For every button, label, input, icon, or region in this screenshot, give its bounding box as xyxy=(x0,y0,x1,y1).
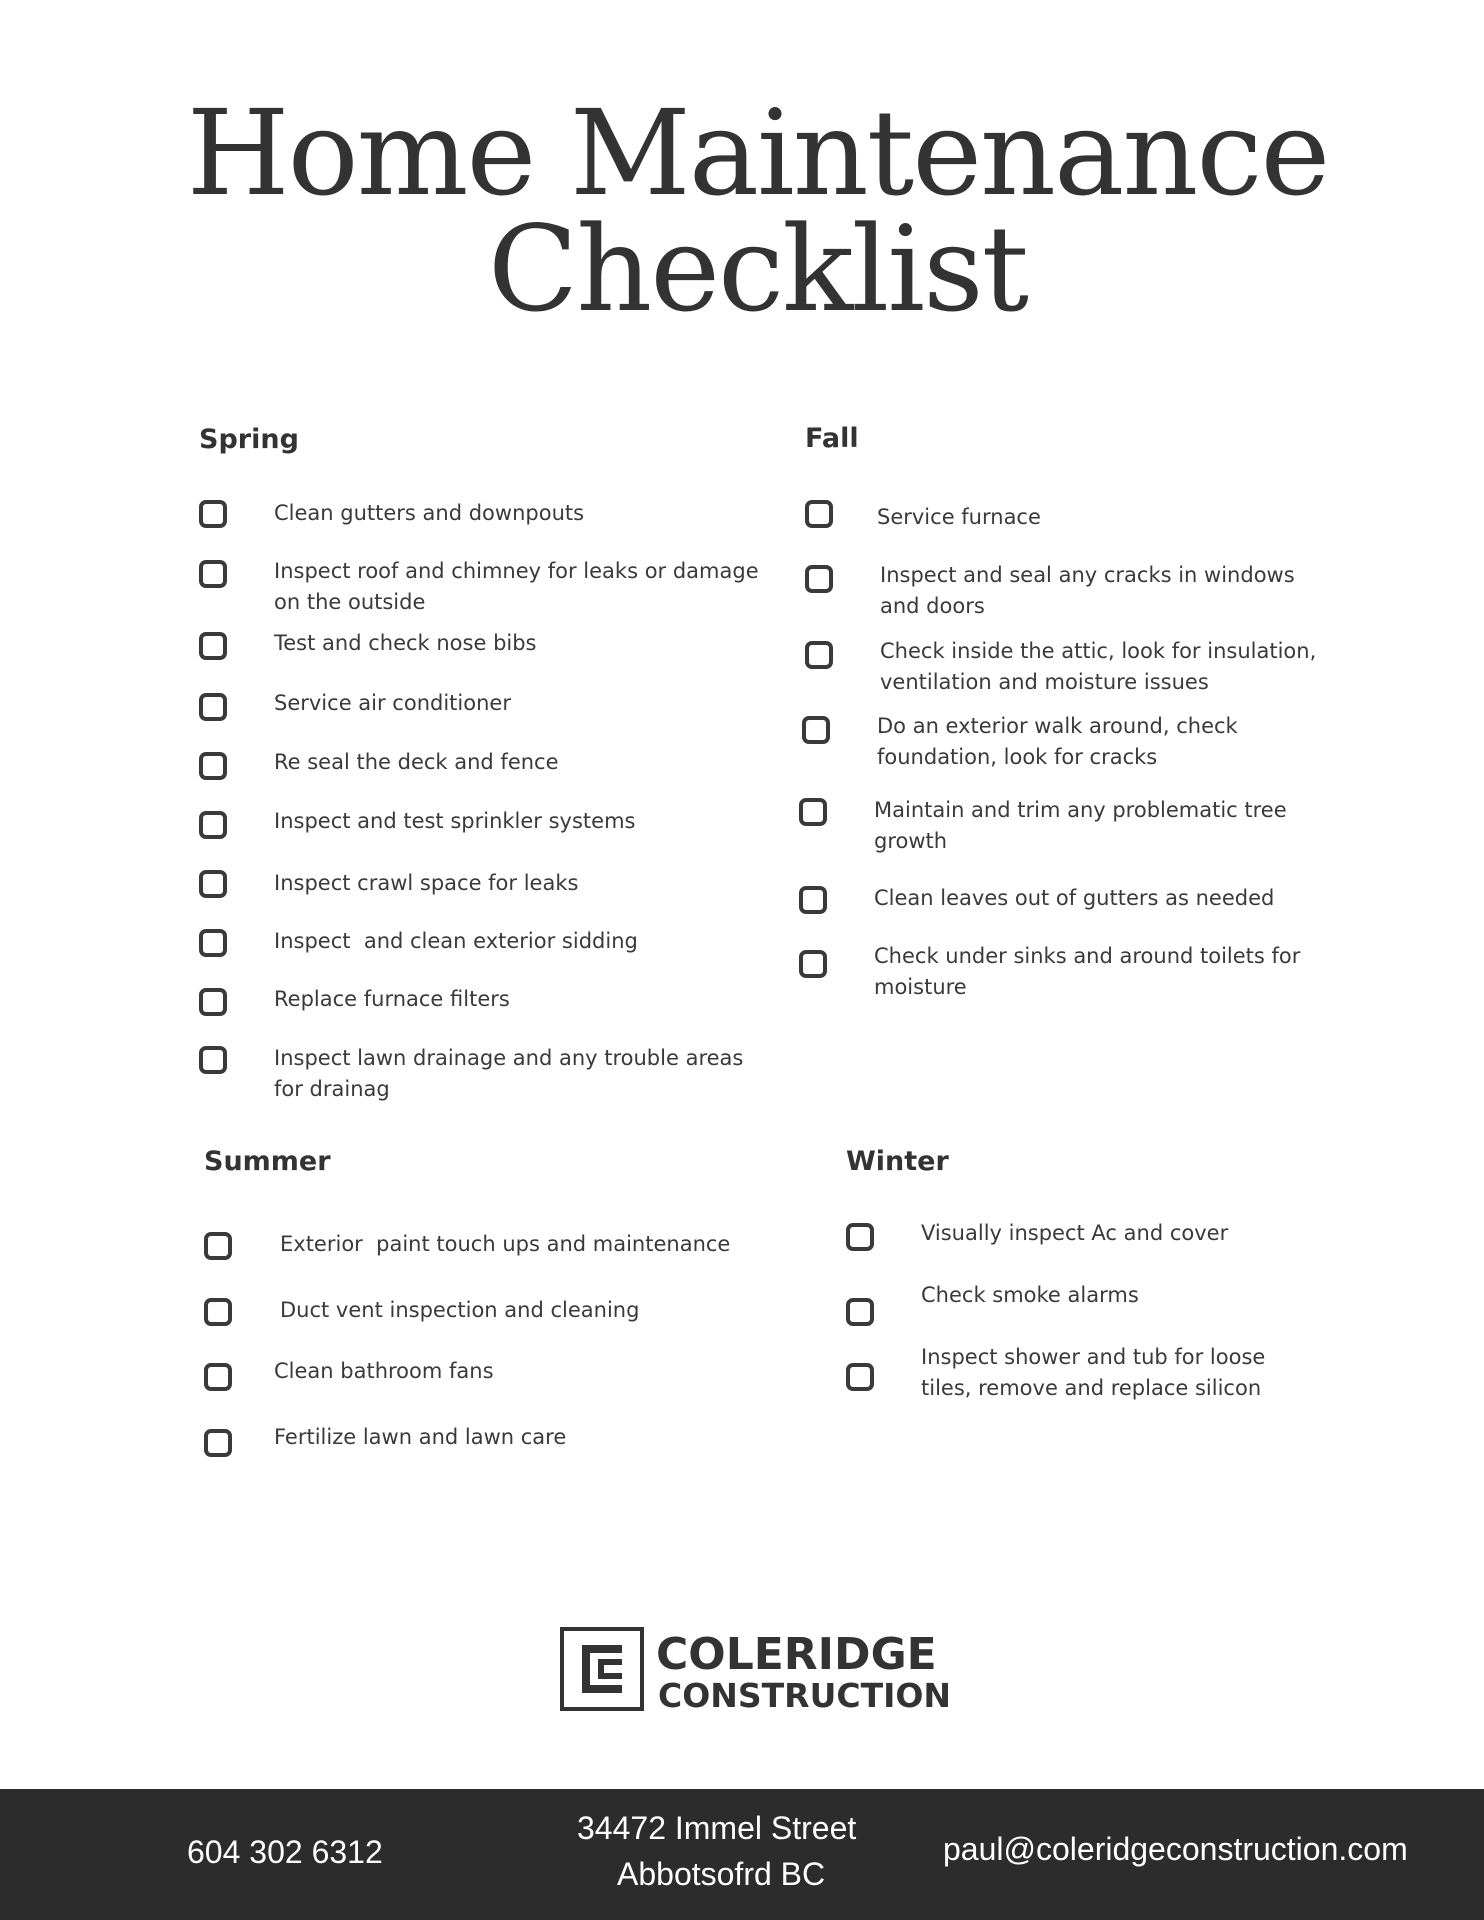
checkbox[interactable] xyxy=(799,886,827,914)
footer-address-line2: Abbotsofrd BC xyxy=(617,1856,826,1892)
checkbox[interactable] xyxy=(204,1232,232,1260)
checkbox[interactable] xyxy=(199,811,227,839)
checklist-item[interactable]: Check inside the attic, look for insulation, ventilation and moisture issues xyxy=(805,641,1316,698)
checklist-item[interactable]: Maintain and trim any problematic tree growth xyxy=(799,798,1287,857)
checklist-item[interactable]: Inspect roof and chimney for leaks or damage on the outside xyxy=(199,560,759,618)
coleridge-logo-mark-icon xyxy=(560,1627,970,1711)
checklist-item[interactable]: Inspect and test sprinkler systems xyxy=(199,811,635,839)
page-title: Home Maintenance Checklist xyxy=(186,84,1329,338)
checklist-item[interactable]: Clean gutters and downpouts xyxy=(199,500,584,529)
checkbox[interactable] xyxy=(204,1298,232,1326)
footer-email: paul@coleridgeconstruction.com xyxy=(943,1831,1408,1867)
checkbox[interactable] xyxy=(199,500,227,528)
company-logo xyxy=(560,1627,970,1711)
checkbox[interactable] xyxy=(199,693,227,721)
checklist-item[interactable]: Check under sinks and around toilets for moisture xyxy=(799,950,1300,1003)
checkbox[interactable] xyxy=(199,560,227,588)
checkbox[interactable] xyxy=(846,1223,874,1251)
checklist-item[interactable]: Service air conditioner xyxy=(199,693,511,721)
checkbox[interactable] xyxy=(199,632,227,660)
checklist-item[interactable]: Visually inspect Ac and cover xyxy=(846,1223,1228,1251)
checklist-item[interactable]: Replace furnace filters xyxy=(199,988,510,1016)
checklist-item[interactable]: Inspect and clean exterior sidding xyxy=(199,929,638,957)
checkbox[interactable] xyxy=(802,716,830,744)
checklist-item[interactable]: Test and check nose bibs xyxy=(199,632,537,660)
footer xyxy=(0,1789,1484,1920)
checklist-item[interactable]: Inspect and seal any cracks in windows and doors xyxy=(805,565,1295,622)
checkbox[interactable] xyxy=(199,988,227,1016)
checklist-item[interactable]: Clean leaves out of gutters as needed xyxy=(799,886,1274,914)
checkbox[interactable] xyxy=(199,1046,227,1074)
checklist-item[interactable]: Duct vent inspection and cleaning xyxy=(204,1298,639,1326)
checkbox[interactable] xyxy=(799,798,827,826)
footer-address-line1: 34472 Immel Street xyxy=(577,1810,857,1846)
checkbox[interactable] xyxy=(805,641,833,669)
checklist-item[interactable]: Check smoke alarms xyxy=(846,1298,1139,1326)
section-heading-winter: Winter xyxy=(846,1146,949,1177)
checklist-item[interactable]: Re seal the deck and fence xyxy=(199,752,559,780)
section-heading-fall: Fall xyxy=(805,423,859,454)
checkbox[interactable] xyxy=(805,500,833,528)
checkbox[interactable] xyxy=(199,929,227,957)
section-heading-spring: Spring xyxy=(199,424,299,455)
checkbox[interactable] xyxy=(846,1298,874,1326)
checklist-item[interactable]: Fertilize lawn and lawn care xyxy=(204,1429,566,1457)
checkbox[interactable] xyxy=(805,565,833,593)
checklist-item[interactable]: Do an exterior walk around, check foundation, look for cracks xyxy=(802,716,1238,773)
checklist-item[interactable]: Inspect shower and tub for loose tiles, remove and replace silicon xyxy=(846,1363,1265,1404)
section-heading-summer: Summer xyxy=(204,1146,331,1177)
checklist-item[interactable]: Inspect crawl space for leaks xyxy=(199,870,578,899)
checkbox[interactable] xyxy=(199,752,227,780)
checklist-item[interactable]: Exterior paint touch ups and maintenance xyxy=(204,1232,730,1260)
checklist-item[interactable]: Inspect lawn drainage and any trouble areas for drainag xyxy=(199,1046,743,1105)
checkbox[interactable] xyxy=(199,870,227,898)
checkbox[interactable] xyxy=(799,950,827,978)
checklist-item[interactable]: Clean bathroom fans xyxy=(204,1363,494,1391)
footer-phone: 604 302 6312 xyxy=(187,1834,383,1870)
logo-text-coleridge: COLERIDGE xyxy=(656,1629,937,1680)
checkbox[interactable] xyxy=(204,1429,232,1457)
checklist-item[interactable]: Service furnace xyxy=(805,500,1041,533)
logo-text-construction: CONSTRUCTION xyxy=(658,1676,952,1711)
checkbox[interactable] xyxy=(846,1363,874,1391)
checkbox[interactable] xyxy=(204,1363,232,1391)
